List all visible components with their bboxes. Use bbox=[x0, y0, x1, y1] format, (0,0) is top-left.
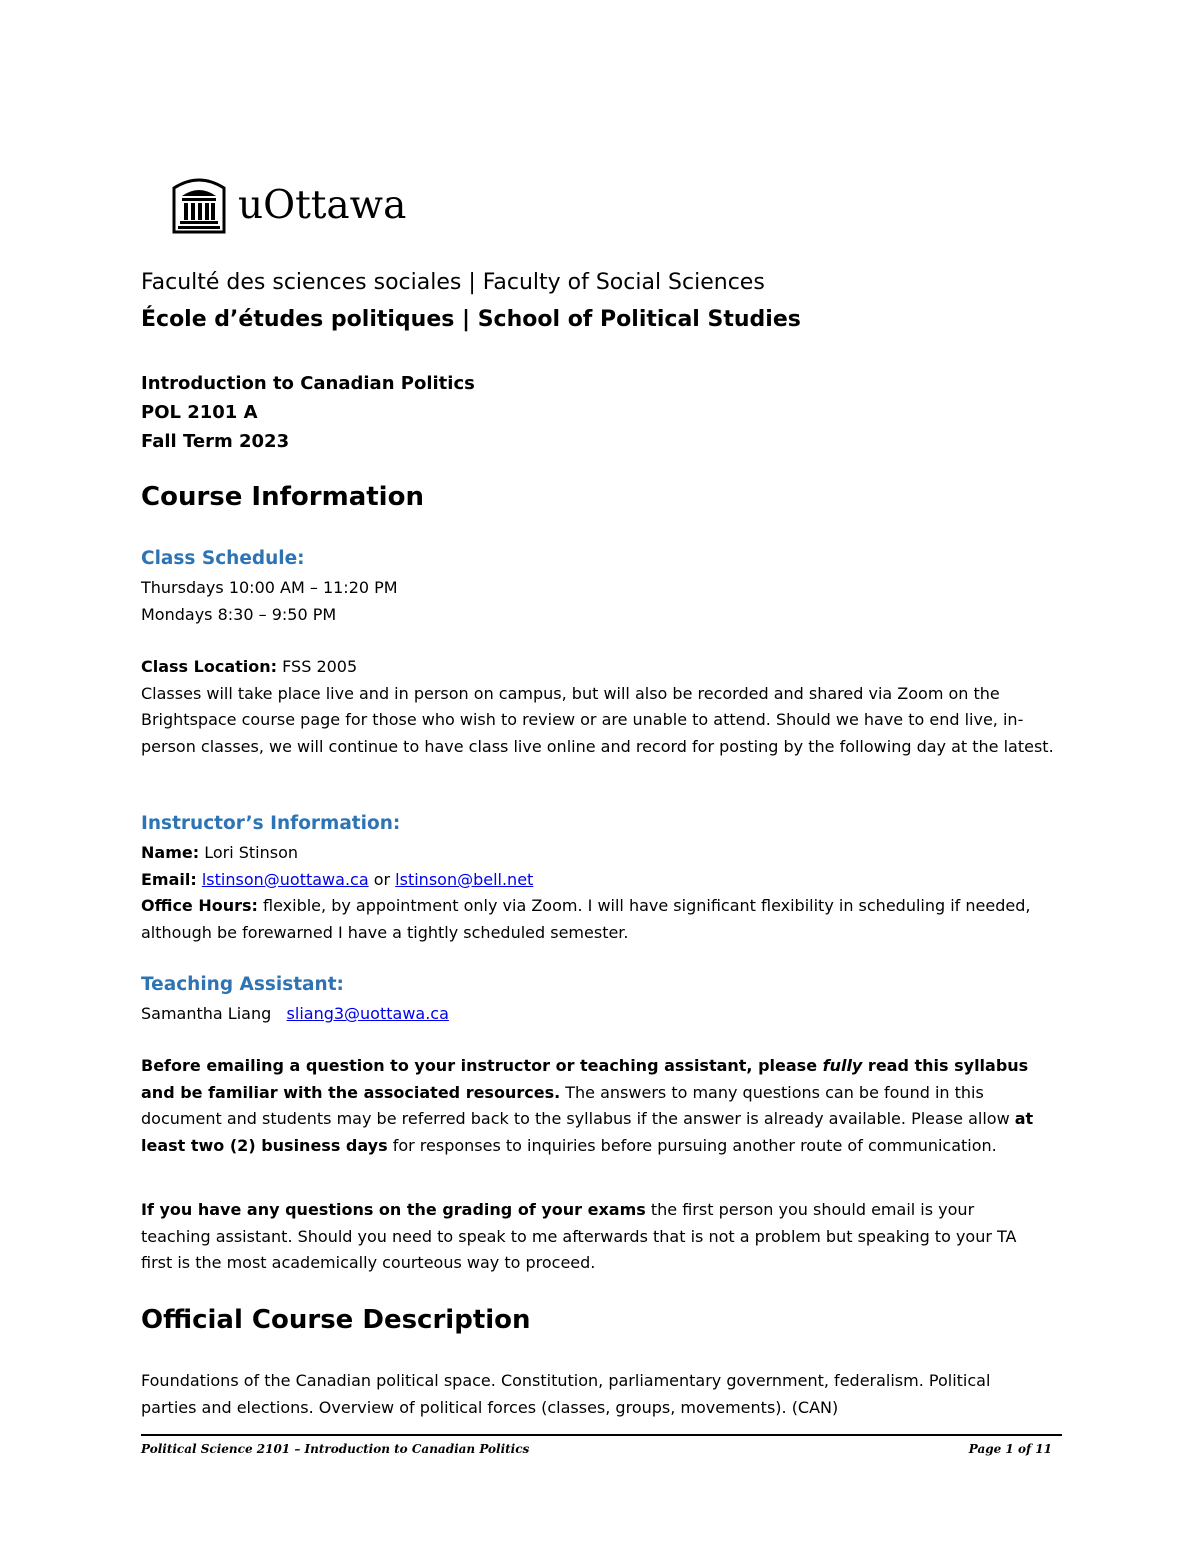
official-description-heading: Official Course Description bbox=[141, 1305, 531, 1335]
schedule-line: Thursdays 10:00 AM – 11:20 PM bbox=[141, 578, 398, 597]
official-description-text: Foundations of the Canadian political space. Constitution, parliamentary government, federalism. Political parties and elections. Overview of political forces (classes, groups, movements). (CAN) bbox=[141, 1371, 991, 1417]
uottawa-logo bbox=[172, 176, 406, 234]
instructor-email-uottawa-link[interactable]: lstinson@uottawa.ca bbox=[201, 869, 369, 889]
ta-email-link[interactable]: sliang3@uottawa.ca bbox=[286, 1004, 449, 1023]
class-schedule-heading: Class Schedule: bbox=[141, 548, 305, 569]
school-line: École d’études politiques | School of Political Studies bbox=[141, 307, 801, 332]
course-information-heading: Course Information bbox=[141, 482, 424, 512]
class-location bbox=[141, 654, 1061, 760]
grading-note-bold: If you have any questions on the grading of your exams bbox=[141, 1200, 646, 1219]
emailing-note bbox=[141, 1053, 1056, 1159]
location-label: Class Location: bbox=[141, 657, 278, 676]
location-note: Classes will take place live and in person on campus, but will also be recorded and shared via Zoom on the Brightspace course page for those who wish to review or are unable to attend. Should we have to end live, in-person classes, we will continue to have class live online and record for posting by the following day at the latest. bbox=[141, 683, 1054, 756]
class-schedule bbox=[141, 575, 1071, 628]
instructor-name: Lori Stinson bbox=[199, 843, 299, 862]
page-footer bbox=[141, 1442, 1062, 1456]
footer-page-number: Page 1 of 11 bbox=[968, 1442, 1052, 1456]
emailing-note-bold: at least two (2) business days bbox=[141, 1109, 1034, 1155]
name-label: Name: bbox=[141, 843, 200, 862]
course-term: Fall Term 2023 bbox=[141, 431, 290, 452]
grading-note bbox=[141, 1197, 1031, 1277]
instructor-heading: Instructor’s Information: bbox=[141, 813, 401, 834]
emailing-note-text: The answers to many questions can be found in this document and students may be referred back to the syllabus if the answer is already available. Please allow bbox=[141, 1082, 1015, 1128]
schedule-line: Mondays 8:30 – 9:50 PM bbox=[141, 604, 337, 624]
course-title: Introduction to Canadian Politics bbox=[141, 373, 475, 394]
instructor-info bbox=[141, 840, 1046, 946]
office-hours-value: flexible, by appointment only via Zoom. I will have significant flexibility in scheduling if needed, although be forewarned I have a tightly scheduled semester. bbox=[141, 896, 1031, 942]
location-value: FSS 2005 bbox=[277, 657, 358, 676]
office-hours-label: Office Hours: bbox=[141, 896, 258, 915]
university-building-icon bbox=[172, 176, 226, 234]
footer-divider bbox=[141, 1434, 1062, 1436]
emailing-note-bold: Before emailing a question to your instructor or teaching assistant, please bbox=[141, 1056, 823, 1075]
teaching-assistant-info bbox=[141, 1001, 1071, 1028]
faculty-line: Faculté des sciences sociales | Faculty of Social Sciences bbox=[141, 270, 765, 295]
grading-note-text: the first person you should email is your teaching assistant. Should you need to speak to me afterwards that is not a problem but speaking to your TA first is the most academically courteous way to proceed. bbox=[141, 1200, 1017, 1272]
course-code: POL 2101 A bbox=[141, 402, 258, 423]
emailing-note-text: for responses to inquiries before pursuing another route of communication. bbox=[387, 1135, 997, 1155]
instructor-email-bell-link[interactable]: lstinson@bell.net bbox=[395, 869, 534, 889]
course-identity bbox=[141, 369, 1071, 456]
emailing-note-emphasis: fully bbox=[822, 1056, 863, 1075]
emailing-note-bold: read this syllabus and be familiar with the associated resources. bbox=[141, 1056, 1029, 1102]
email-label: Email: bbox=[141, 869, 197, 889]
teaching-assistant-heading: Teaching Assistant: bbox=[141, 974, 344, 995]
ta-name: Samantha Liang bbox=[141, 1004, 272, 1023]
email-or: or bbox=[368, 869, 396, 889]
footer-course-title: Political Science 2101 – Introduction to Canadian Politics bbox=[141, 1442, 530, 1456]
logo-wordmark: uOttawa bbox=[238, 182, 407, 228]
